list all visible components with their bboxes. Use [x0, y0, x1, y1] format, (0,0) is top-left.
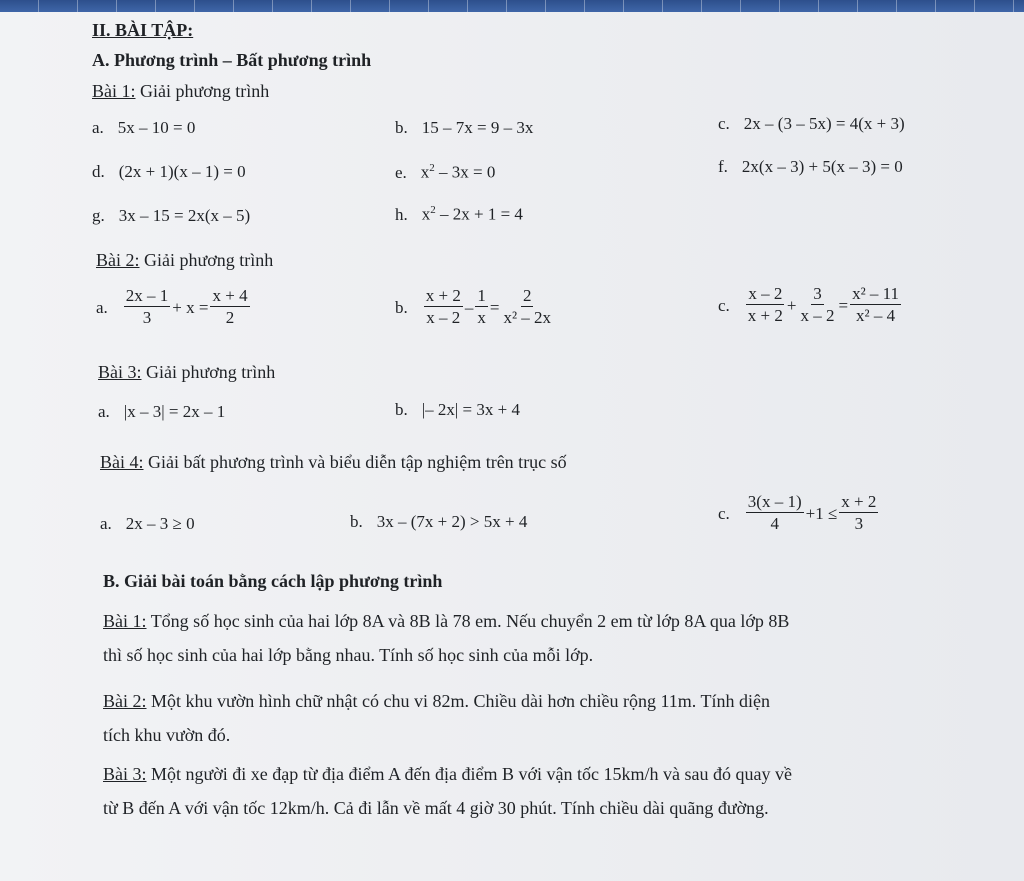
bai2-c-frac1 [746, 284, 785, 327]
bai1-a-label: a. [92, 118, 104, 137]
bai2-b [395, 286, 555, 329]
partb-bai1-line2: thì số học sinh của hai lớp bằng nhau. Tính số học sinh của mỗi lớp. [103, 645, 594, 665]
partb-bai2 [103, 684, 973, 752]
part-b-title: B. Giải bài toán bằng cách lập phương trình [103, 571, 443, 591]
bai1-h-rest: – 2x + 1 = 4 [435, 204, 523, 224]
bai4-c-frac2 [839, 492, 878, 535]
bai1-h [395, 204, 523, 225]
bai1-b-eq: 15 – 7x = 9 – 3x [421, 118, 534, 137]
bai2-c-frac1-den: x + 2 [747, 306, 783, 325]
bai4-c-label: c. [718, 503, 730, 523]
partb-bai1-heading: Bài 1: [103, 611, 147, 631]
bai1-e-label: e. [395, 162, 407, 182]
bai4-heading: Bài 4: [100, 452, 144, 472]
bai2-b-frac3 [501, 286, 553, 329]
ruler [0, 0, 1024, 12]
bai2-c-op: + [786, 295, 797, 315]
bai4-c-frac1-num: 3(x – 1) [747, 492, 802, 511]
bai2-c-frac3-num: x² – 11 [852, 284, 900, 303]
bai4-c [718, 492, 880, 535]
bai1-h-base: x [421, 204, 431, 224]
bai3-b-label: b. [395, 400, 408, 419]
partb-bai2-text1: Một khu vườn hình chữ nhật có chu vi 82m. Chiều dài hơn chiều rộng 11m. Tính diện [151, 691, 770, 711]
partb-bai3-line2: từ B đến A với vận tốc 12km/h. Cả đi lẫn về mất 4 giờ 30 phút. Tính chiều dài quãng đường. [103, 798, 769, 818]
bai1-e-exp: 2 [429, 162, 435, 174]
bai2-desc: Giải phương trình [144, 250, 274, 270]
bai4-b [350, 512, 527, 532]
bai1-f-eq: 2x(x – 3) + 5(x – 3) = 0 [741, 157, 903, 176]
bai2-a [96, 286, 252, 329]
part-a-title: A. Phương trình – Bất phương trình [92, 50, 372, 70]
bai2-a-frac1-num: 2x – 1 [125, 286, 169, 305]
bai1-a-eq: 5x – 10 = 0 [117, 118, 196, 137]
bai2-b-frac2-den: x [477, 308, 486, 327]
bai2-c-frac1-num: x – 2 [748, 284, 783, 303]
bai1-c-eq: 2x – (3 – 5x) = 4(x + 3) [743, 114, 905, 133]
bai2-a-frac2-den: 2 [225, 308, 235, 327]
bai2-c-frac2 [798, 284, 836, 327]
partb-bai1 [103, 604, 973, 672]
partb-bai3-line1 [103, 757, 973, 791]
bai2-c-frac2-den: x – 2 [800, 306, 835, 325]
bai1-e-rest: – 3x = 0 [434, 162, 496, 182]
bai2-heading-row [96, 250, 273, 271]
bai2-c-frac3-den: x² – 4 [856, 306, 896, 325]
bai2-b-frac3-num: 2 [522, 286, 532, 305]
bai4-a-label: a. [100, 514, 112, 533]
bai3-b [395, 400, 520, 420]
bai2-a-frac1-den: 3 [142, 308, 152, 327]
bai2-c-eq: = [838, 295, 849, 315]
partb-bai3-heading: Bài 3: [103, 764, 147, 784]
bai1-g [92, 206, 250, 226]
bai4-c-frac2-num: x + 2 [841, 492, 877, 511]
bai1-f-label: f. [718, 157, 728, 176]
partb-bai2-line1 [103, 684, 973, 718]
bai1-e [395, 162, 495, 183]
bai1-desc: Giải phương trình [140, 81, 270, 101]
bai4-heading-row [100, 452, 567, 473]
bai2-b-eq: = [489, 297, 500, 317]
partb-bai3 [103, 757, 973, 825]
bai4-a [100, 514, 195, 534]
bai2-a-frac2 [210, 286, 249, 329]
bai2-b-frac1 [424, 286, 463, 329]
bai1-h-label: h. [395, 204, 408, 224]
partb-bai2-heading: Bài 2: [103, 691, 147, 711]
bai1-e-base: x [420, 162, 430, 182]
bai4-b-label: b. [350, 512, 363, 531]
bai2-a-label: a. [96, 297, 108, 317]
bai3-heading-row [98, 362, 275, 383]
bai2-b-frac1-den: x – 2 [426, 308, 461, 327]
partb-bai1-text1: Tổng số học sinh của hai lớp 8A và 8B là 78 em. Nếu chuyển 2 em từ lớp 8A qua lớp 8B [150, 611, 790, 631]
bai1-h-exp: 2 [430, 204, 436, 216]
bai3-a-eq: |x – 3| = 2x – 1 [123, 402, 226, 421]
bai1-heading: Bài 1: [92, 81, 136, 101]
bai2-a-mid: + x = [172, 297, 209, 317]
partb-bai2-line2: tích khu vườn đó. [103, 725, 231, 745]
bai1-a [92, 118, 195, 138]
bai1-g-eq: 3x – 15 = 2x(x – 5) [118, 206, 251, 225]
bai2-a-frac2-num: x + 4 [212, 286, 248, 305]
bai2-c-frac3 [850, 284, 901, 327]
partb-bai1-line1 [103, 604, 973, 638]
bai2-b-frac3-den: x² – 2x [503, 308, 552, 327]
bai3-a-label: a. [98, 402, 110, 421]
bai1-d-label: d. [92, 162, 105, 181]
bai4-c-frac2-den: 3 [854, 514, 864, 533]
bai1-d-eq: (2x + 1)(x – 1) = 0 [118, 162, 246, 181]
bai4-c-frac1-den: 4 [770, 514, 779, 533]
partb-bai3-text1: Một người đi xe đạp từ địa điểm A đến địa điểm B với vận tốc 15km/h và sau đó quay về [151, 764, 792, 784]
bai4-b-eq: 3x – (7x + 2) > 5x + 4 [376, 512, 528, 531]
bai2-c-frac2-num: 3 [813, 284, 822, 303]
bai1-f [718, 157, 903, 177]
bai3-a [98, 402, 225, 422]
bai2-b-frac1-num: x + 2 [425, 286, 461, 305]
bai1-g-label: g. [92, 206, 105, 225]
bai2-b-frac2 [475, 286, 488, 329]
bai4-c-frac1 [746, 492, 804, 535]
bai3-b-eq: |– 2x| = 3x + 4 [421, 400, 520, 419]
bai1-b [395, 118, 533, 138]
section-title: II. BÀI TẬP: [92, 20, 194, 40]
bai2-b-label: b. [395, 297, 408, 317]
bai2-heading: Bài 2: [96, 250, 140, 270]
bai4-desc: Giải bất phương trình và biểu diễn tập nghiệm trên trục số [148, 452, 567, 472]
document-page [0, 12, 1024, 881]
bai2-b-op: – [464, 297, 474, 317]
bai3-heading: Bài 3: [98, 362, 142, 382]
bai4-c-mid: +1 ≤ [805, 503, 838, 523]
bai3-desc: Giải phương trình [146, 362, 276, 382]
bai1-c [718, 114, 905, 134]
bai2-b-frac2-num: 1 [477, 286, 486, 305]
bai2-c-label: c. [718, 295, 730, 315]
bai2-a-frac1 [124, 286, 171, 329]
bai1-c-label: c. [718, 114, 730, 133]
bai4-a-eq: 2x – 3 ≥ 0 [125, 514, 195, 533]
bai1-heading-row [92, 81, 269, 102]
bai1-b-label: b. [395, 118, 408, 137]
bai2-c [718, 284, 903, 327]
bai1-d [92, 162, 246, 182]
